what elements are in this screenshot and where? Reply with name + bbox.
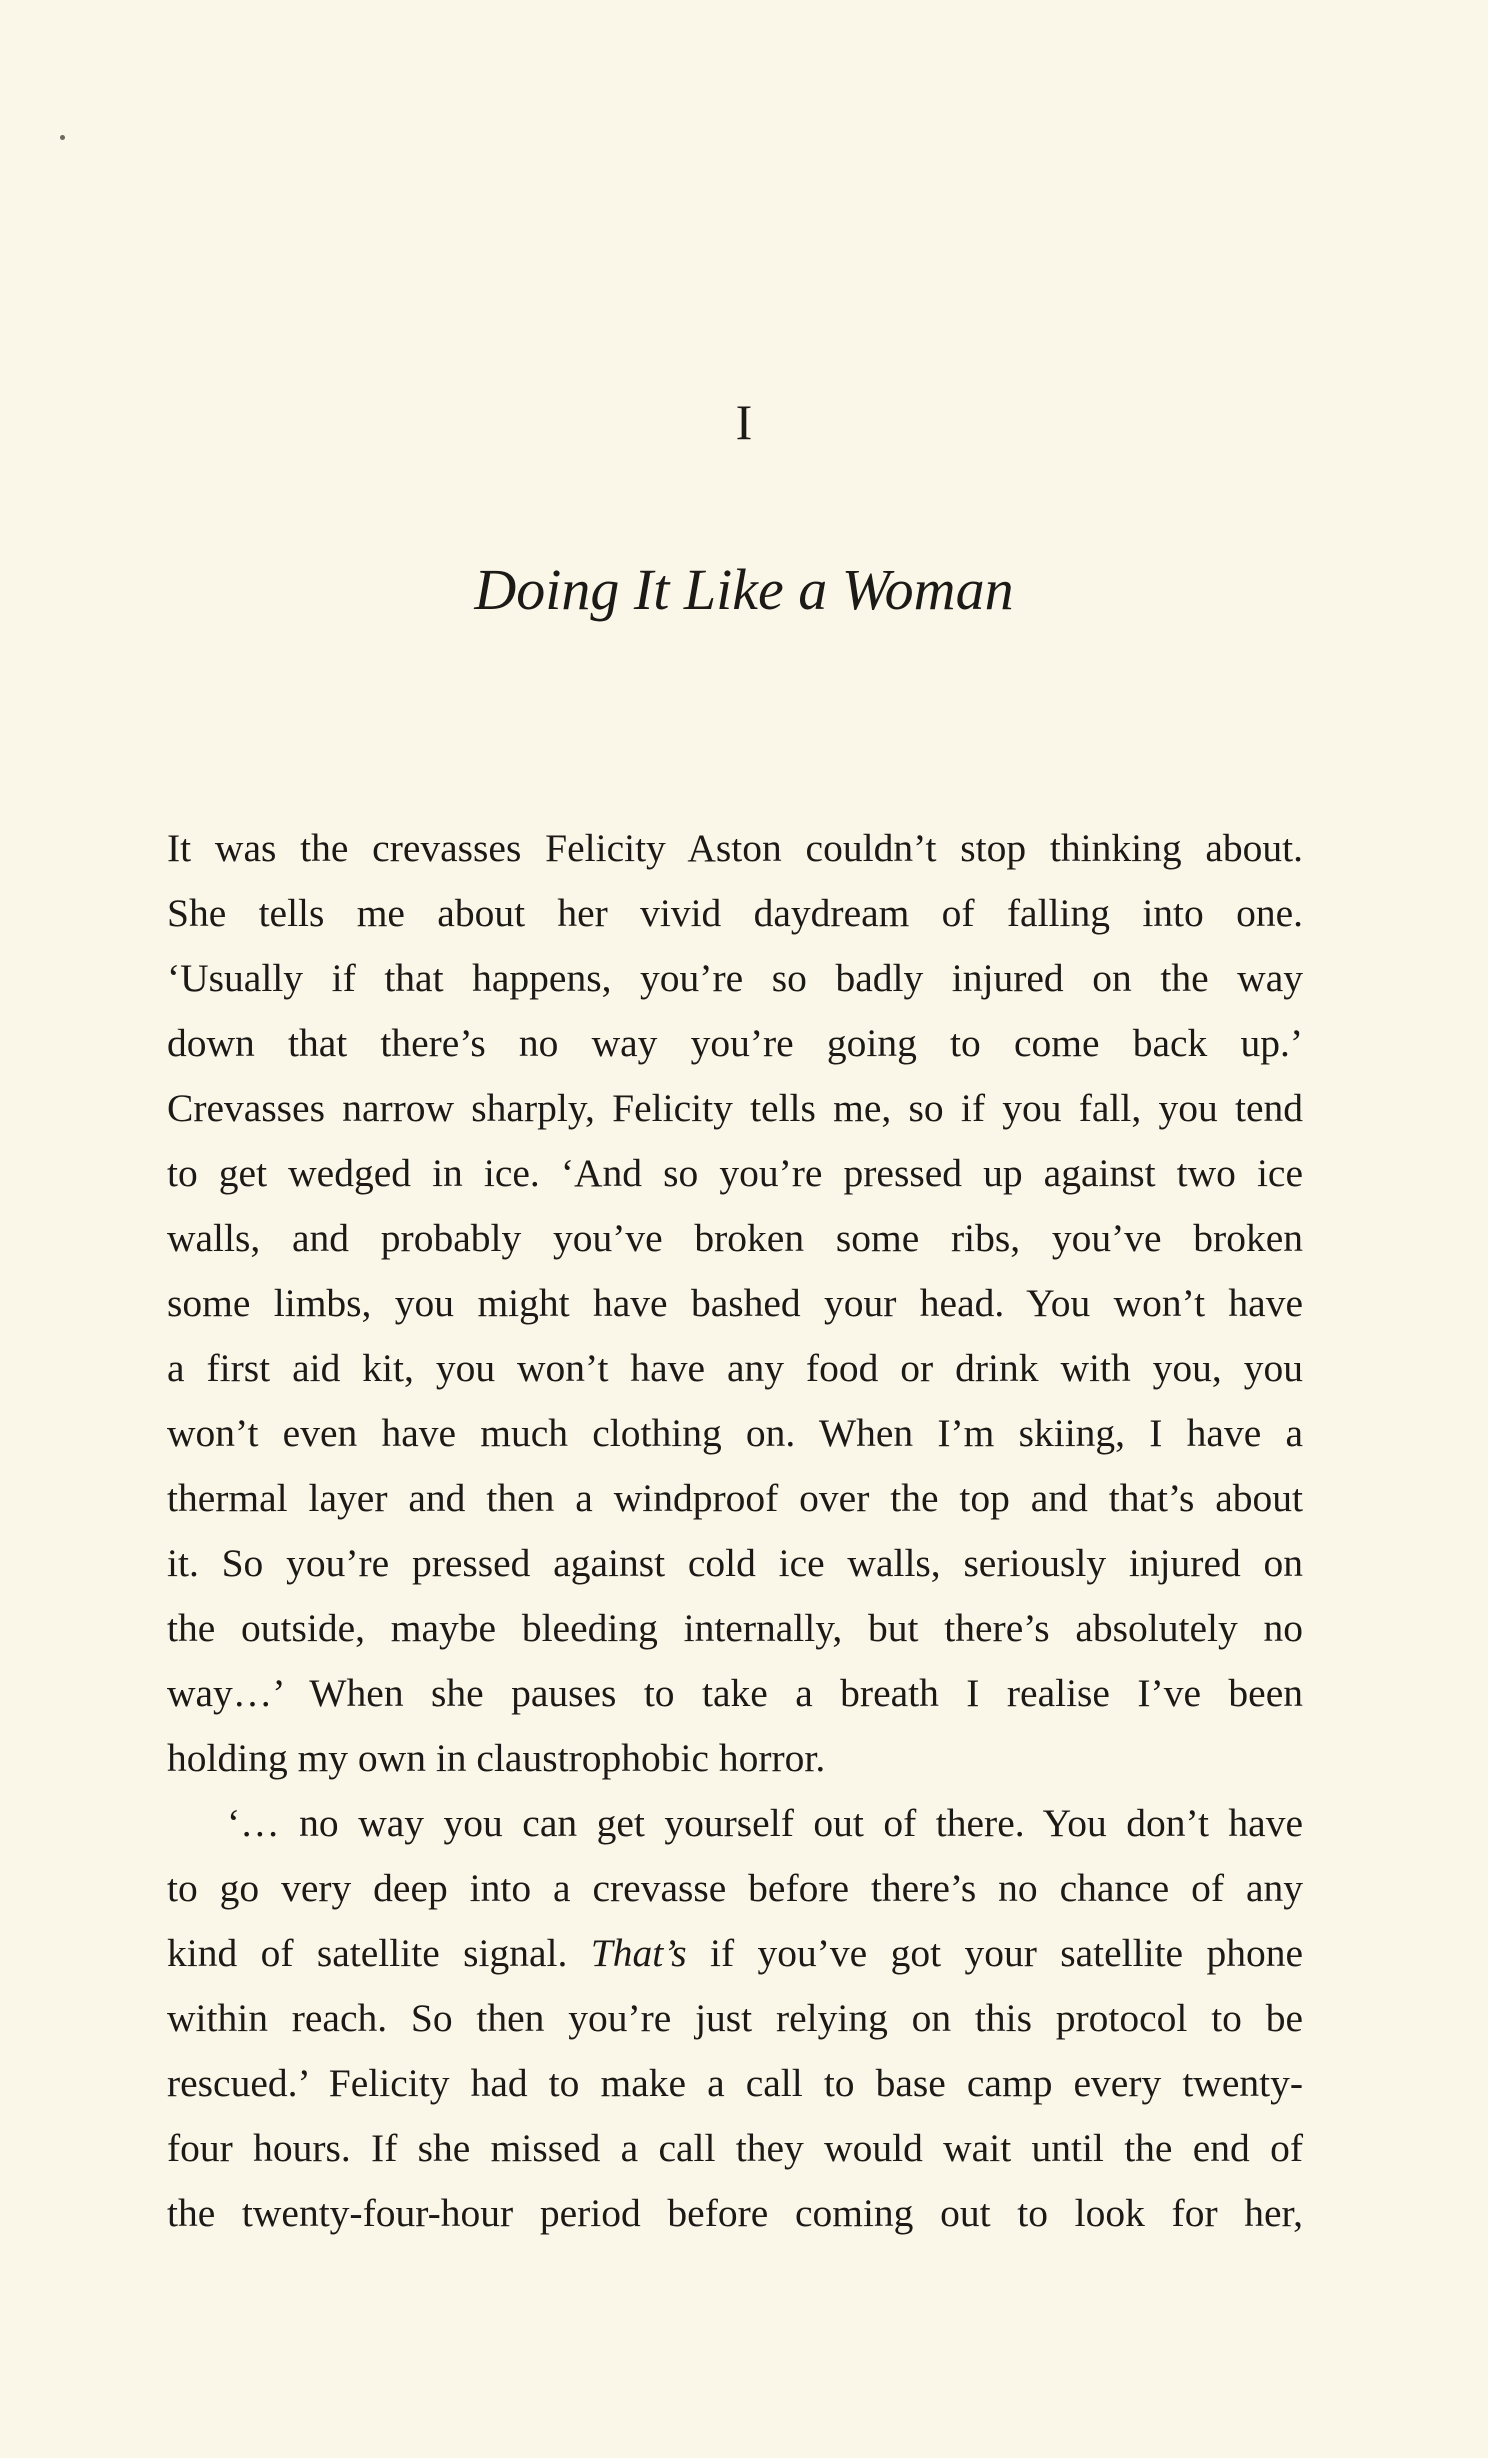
text-line: Crevasses narrow sharply, Felicity tells me, so if you fall, you tend [167,1086,1303,1130]
text-line: the outside, maybe bleeding internally, but there’s absolutely no [167,1606,1303,1650]
paragraph-2 [167,1791,1303,2246]
text-line: ‘Usually if that happens, you’re so badly injured on the way [167,956,1303,1000]
text-line: a first aid kit, you won’t have any food or drink with you, you [167,1346,1303,1390]
text-line: thermal layer and then a windproof over the top and that’s about [167,1476,1303,1520]
text-line-with-emphasis [167,1921,1303,1986]
body-text [167,816,1303,2246]
chapter-title: Doing It Like a Woman [474,557,1014,622]
text-segment: kind of satellite signal. [167,1931,568,1975]
text-line: won’t even have much clothing on. When I’m skiing, I have a [167,1411,1303,1455]
text-line: holding my own in claustrophobic horror. [167,1736,826,1780]
text-line: to go very deep into a crevasse before there’s no chance of any [167,1866,1303,1910]
text-segment: if you’ve got your satellite phone [710,1931,1303,1975]
text-line: within reach. So then you’re just relying on this protocol to be [167,1996,1303,2040]
text-line: four hours. If she missed a call they would wait until the end of [167,2126,1303,2170]
text-line: It was the crevasses Felicity Aston couldn’t stop thinking about. [167,826,1303,870]
text-line: some limbs, you might have bashed your head. You won’t have [167,1281,1303,1325]
text-line: ‘… no way you can get yourself out of there. You don’t have [227,1801,1303,1845]
text-line: to get wedged in ice. ‘And so you’re pressed up against two ice [167,1151,1303,1195]
text-line: the twenty-four-hour period before coming out to look for her, [167,2191,1303,2235]
text-line: way…’ When she pauses to take a breath I realise I’ve been [167,1671,1303,1715]
text-line: down that there’s no way you’re going to come back up.’ [167,1021,1303,1065]
paragraph-1 [167,816,1303,1791]
page-speck [60,135,65,140]
text-line: rescued.’ Felicity had to make a call to base camp every twenty- [167,2061,1303,2105]
text-line: walls, and probably you’ve broken some ribs, you’ve broken [167,1216,1303,1260]
emphasis-word: That’s [590,1931,687,1975]
text-line: it. So you’re pressed against cold ice walls, seriously injured on [167,1541,1303,1585]
text-line: She tells me about her vivid daydream of falling into one. [167,891,1303,935]
chapter-number: I [735,394,753,450]
